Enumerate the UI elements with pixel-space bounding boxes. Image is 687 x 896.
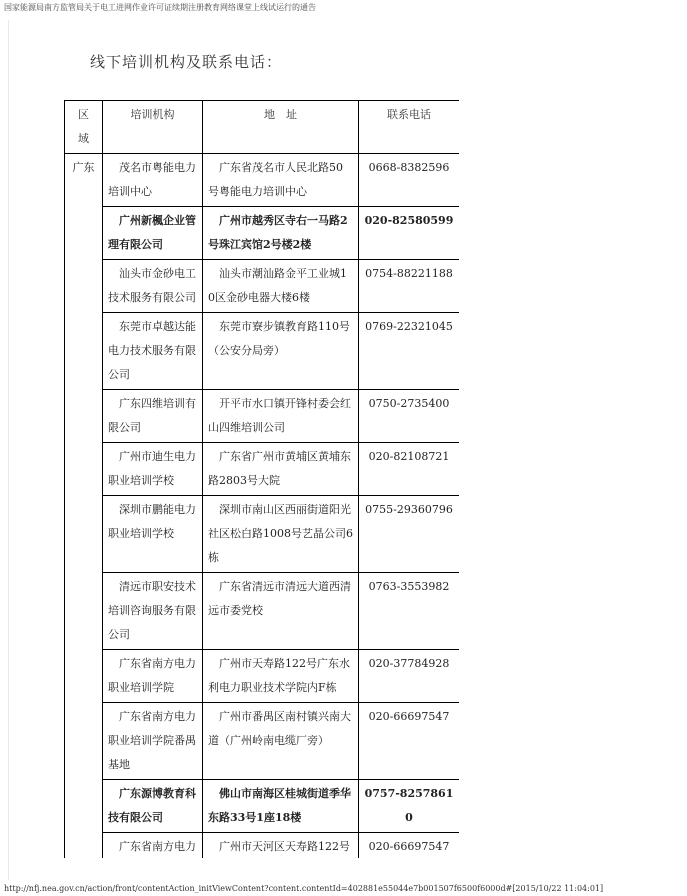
phone-cell: 0668-8382596	[359, 154, 460, 207]
phone-cell: 020-66697547	[359, 833, 460, 859]
table-row	[65, 260, 460, 313]
table-row	[65, 496, 460, 573]
table-row	[65, 780, 460, 833]
table-row	[65, 443, 460, 496]
org-cell: 广东省南方电力	[103, 833, 203, 859]
org-cell: 汕头市金砂电工技术服务有限公司	[103, 260, 203, 313]
training-table-wrapper	[64, 100, 459, 858]
phone-cell: 0763-3553982	[359, 573, 460, 650]
org-cell: 茂名市粤能电力培训中心	[103, 154, 203, 207]
table-row	[65, 390, 460, 443]
table-row	[65, 207, 460, 260]
phone-cell: 020-66697547	[359, 703, 460, 780]
region-cell: 广东	[65, 154, 103, 859]
header-org: 培训机构	[103, 101, 203, 154]
header-region: 区域	[65, 101, 103, 154]
org-cell: 广东四维培训有限公司	[103, 390, 203, 443]
header-address: 地 址	[203, 101, 359, 154]
address-cell: 东莞市寮步镇教育路110号（公安分局旁）	[203, 313, 359, 390]
address-cell: 广州市天寿路122号广东水利电力职业技术学院内F栋	[203, 650, 359, 703]
org-cell: 东莞市卓越达能电力技术服务有限公司	[103, 313, 203, 390]
table-body	[65, 154, 460, 859]
org-cell: 广州市迪生电力职业培训学校	[103, 443, 203, 496]
address-cell: 广东省茂名市人民北路50号粤能电力培训中心	[203, 154, 359, 207]
org-cell: 深圳市鹏能电力职业培训学校	[103, 496, 203, 573]
address-cell: 开平市水口镇开锋村委会红山四维培训公司	[203, 390, 359, 443]
header-phone: 联系电话	[359, 101, 460, 154]
org-cell: 广东源博教育科技有限公司	[103, 780, 203, 833]
address-cell: 深圳市南山区西丽街道阳光社区松白路1008号艺晶公司6栋	[203, 496, 359, 573]
org-cell: 广州新楓企业管理有限公司	[103, 207, 203, 260]
phone-cell: 0750-2735400	[359, 390, 460, 443]
org-cell: 广东省南方电力职业培训学院	[103, 650, 203, 703]
table-row	[65, 573, 460, 650]
table-row	[65, 650, 460, 703]
phone-cell: 0769-22321045	[359, 313, 460, 390]
page-header-title: 国家能源局南方监管局关于电工进网作业许可证续期注册教育网络课堂上线试运行的通告	[4, 3, 316, 12]
phone-cell: 020-82580599	[359, 207, 460, 260]
table-row	[65, 833, 460, 859]
phone-cell: 0755-29360796	[359, 496, 460, 573]
table-header-row	[65, 101, 460, 154]
address-cell: 广州市越秀区寺右一马路2号珠江宾馆2号楼2楼	[203, 207, 359, 260]
page-footer-url: http://nfj.nea.gov.cn/action/front/contentAction_initViewContent?content.contentId=402881e55044e7b001507f6500f6000d#[2015/10/22 11:04:01]	[4, 884, 604, 893]
org-cell: 清远市职安技术培训咨询服务有限公司	[103, 573, 203, 650]
phone-cell: 020-37784928	[359, 650, 460, 703]
phone-cell: 0757-82578610	[359, 780, 460, 833]
address-cell: 汕头市潮汕路金平工业城10区金砂电器大楼6楼	[203, 260, 359, 313]
table-row	[65, 154, 460, 207]
org-cell: 广东省南方电力职业培训学院番禺基地	[103, 703, 203, 780]
address-cell: 广州市番禺区南村镇兴南大道（广州岭南电缆厂旁）	[203, 703, 359, 780]
address-cell: 广州市天河区天寿路122号	[203, 833, 359, 859]
phone-cell: 0754-88221188	[359, 260, 460, 313]
address-cell: 佛山市南海区桂城街道季华东路33号1座18楼	[203, 780, 359, 833]
address-cell: 广东省广州市黄埔区黄埔东路2803号大院	[203, 443, 359, 496]
address-cell: 广东省清远市清远大道西清远市委党校	[203, 573, 359, 650]
section-title: 线下培训机构及联系电话：	[90, 53, 283, 71]
table-row	[65, 703, 460, 780]
training-institutions-table	[64, 100, 459, 858]
table-row	[65, 313, 460, 390]
phone-cell: 020-82108721	[359, 443, 460, 496]
